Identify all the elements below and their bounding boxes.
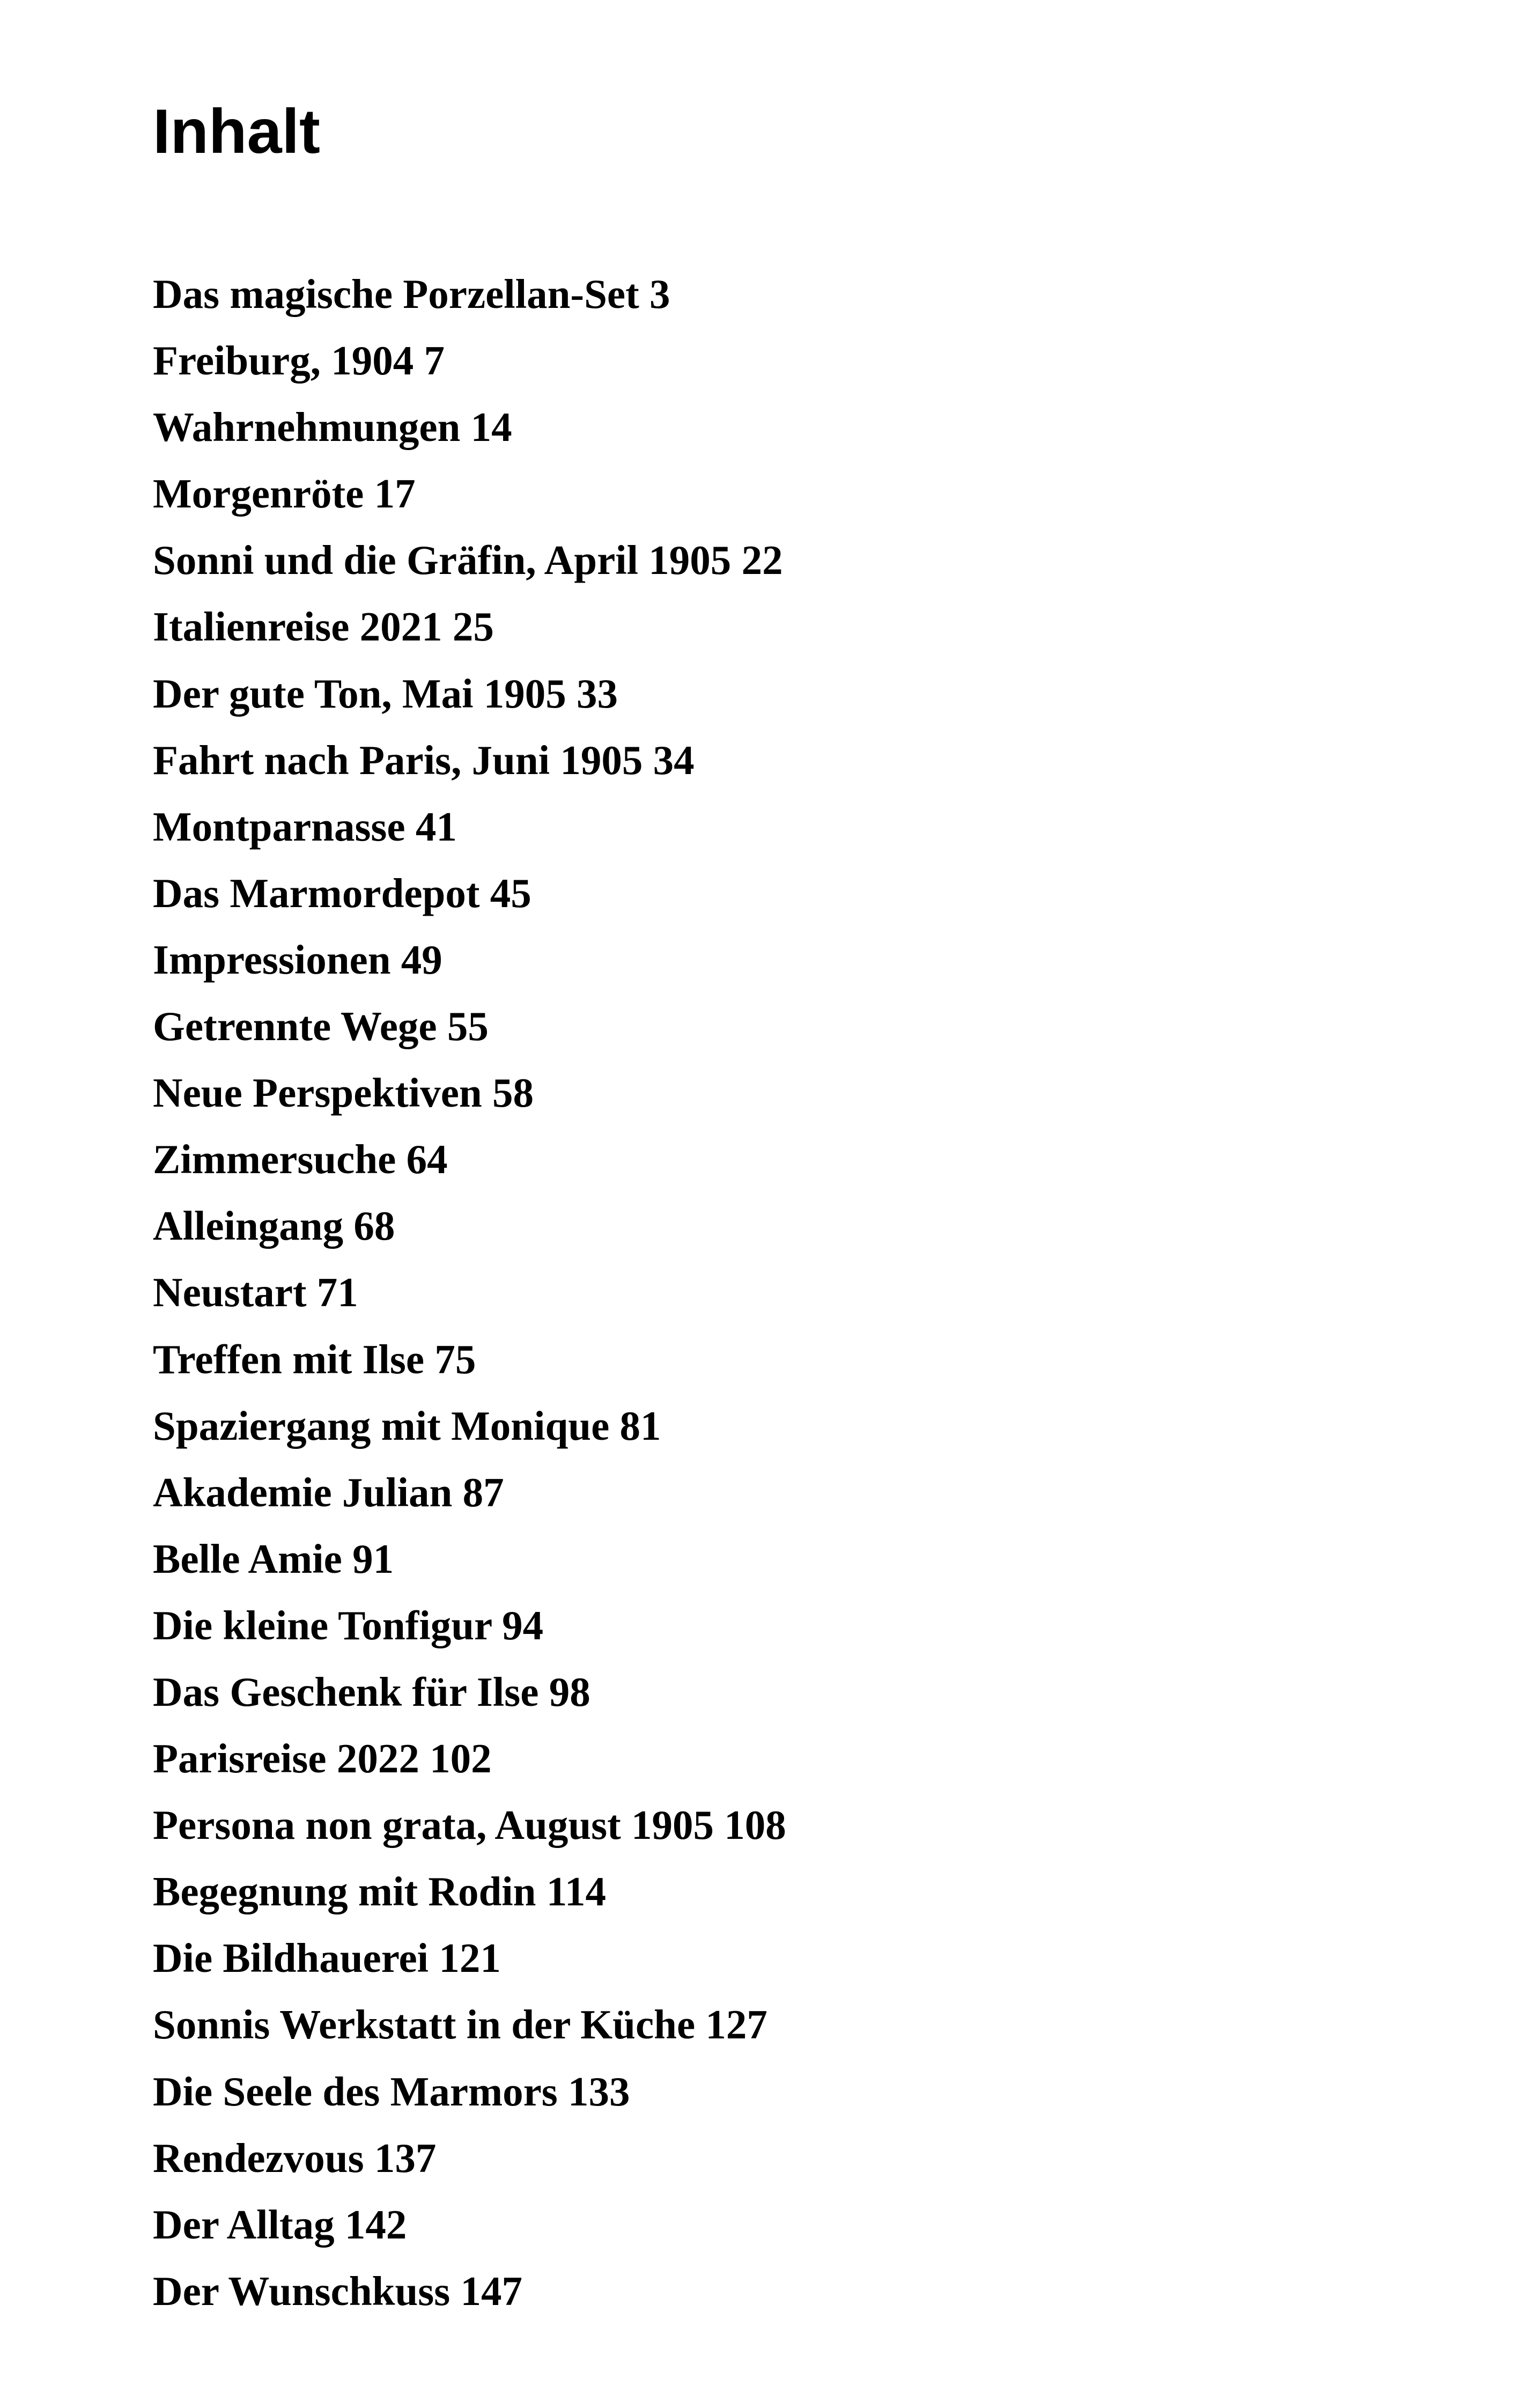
toc-entry (153, 1526, 786, 1592)
table-of-contents (153, 261, 786, 2324)
toc-entry (153, 860, 786, 926)
toc-entry (153, 2125, 786, 2191)
toc-entry-page-number: 45 (490, 870, 531, 916)
toc-entry-title: Montparnasse (153, 803, 405, 850)
toc-entry (153, 1792, 786, 1858)
toc-entry-page-number: 58 (492, 1070, 534, 1116)
toc-entry-title: Sonni und die Gräfin, April 1905 (153, 537, 732, 584)
toc-entry-page-number: 137 (374, 2134, 437, 2181)
toc-entry-title: Zimmersuche (153, 1136, 396, 1183)
toc-entry (153, 1659, 786, 1725)
toc-entry-page-number: 7 (424, 337, 445, 384)
toc-entry (153, 1925, 786, 1991)
toc-entry-page-number: 64 (406, 1136, 448, 1183)
toc-entry-page-number: 102 (430, 1735, 492, 1782)
toc-entry (153, 1459, 786, 1526)
toc-entry-title: Treffen mit Ilse (153, 1336, 425, 1382)
toc-entry-title: Das Marmordepot (153, 870, 480, 916)
toc-entry (153, 1858, 786, 1925)
toc-entry (153, 793, 786, 860)
toc-entry-title: Persona non grata, August 1905 (153, 1802, 714, 1849)
toc-entry-page-number: 22 (741, 537, 783, 584)
toc-entry (153, 593, 786, 660)
toc-entry-page-number: 68 (353, 1203, 395, 1249)
toc-entry (153, 1326, 786, 1393)
toc-entry (153, 727, 786, 793)
toc-entry-page-number: 71 (316, 1269, 358, 1316)
toc-entry-page-number: 14 (470, 404, 512, 451)
toc-entry (153, 1592, 786, 1659)
toc-entry-page-number: 127 (705, 2001, 767, 2048)
toc-entry-page-number: 55 (447, 1003, 489, 1050)
toc-entry-title: Das magische Porzellan-Set (153, 271, 639, 317)
toc-entry-page-number: 142 (344, 2201, 407, 2248)
toc-entry-page-number: 49 (401, 936, 442, 983)
toc-entry-title: Sonnis Werkstatt in der Küche (153, 2001, 696, 2048)
toc-entry-page-number: 94 (502, 1602, 544, 1648)
toc-entry-page-number: 41 (415, 803, 457, 850)
toc-entry-title: Die Seele des Marmors (153, 2068, 558, 2115)
toc-entry (153, 1725, 786, 1792)
toc-entry-page-number: 25 (452, 603, 494, 650)
toc-entry (153, 527, 786, 593)
toc-entry-title: Der Alltag (153, 2201, 335, 2248)
toc-entry-title: Die Bildhauerei (153, 1935, 429, 1982)
toc-entry-title: Freiburg, 1904 (153, 337, 414, 384)
toc-entry (153, 327, 786, 394)
toc-entry-page-number: 33 (577, 670, 618, 717)
toc-entry-title: Neue Perspektiven (153, 1070, 482, 1116)
toc-entry-page-number: 133 (568, 2068, 630, 2115)
toc-entry (153, 261, 786, 327)
toc-entry-title: Wahrnehmungen (153, 404, 461, 451)
toc-entry (153, 1126, 786, 1192)
toc-entry-title: Morgenröte (153, 470, 364, 517)
toc-entry-title: Belle Amie (153, 1535, 342, 1582)
toc-entry-page-number: 81 (619, 1402, 661, 1449)
toc-entry (153, 1192, 786, 1259)
toc-entry-title: Fahrt nach Paris, Juni 1905 (153, 737, 643, 783)
toc-entry-title: Akademie Julian (153, 1469, 453, 1515)
toc-entry-title: Das Geschenk für Ilse (153, 1668, 539, 1715)
toc-entry-title: Italienreise 2021 (153, 603, 442, 650)
toc-entry (153, 394, 786, 460)
page-title: Inhalt (153, 96, 320, 166)
toc-entry-page-number: 91 (352, 1535, 394, 1582)
toc-entry-page-number: 17 (374, 470, 416, 517)
toc-entry (153, 2191, 786, 2258)
toc-entry-page-number: 121 (439, 1935, 501, 1982)
toc-entry-title: Die kleine Tonfigur (153, 1602, 492, 1648)
toc-entry-page-number: 147 (460, 2267, 522, 2314)
toc-entry-title: Parisreise 2022 (153, 1735, 419, 1782)
toc-entry-title: Der Wunschkuss (153, 2267, 451, 2314)
toc-entry-page-number: 75 (434, 1336, 476, 1382)
toc-entry (153, 2058, 786, 2125)
toc-entry (153, 660, 786, 727)
toc-entry (153, 1259, 786, 1325)
toc-entry (153, 993, 786, 1059)
toc-entry-title: Getrennte Wege (153, 1003, 437, 1050)
toc-entry-page-number: 3 (649, 271, 670, 317)
toc-entry-page-number: 34 (653, 737, 695, 783)
toc-entry-page-number: 108 (724, 1802, 786, 1849)
toc-entry (153, 1393, 786, 1459)
toc-entry (153, 1991, 786, 2058)
toc-entry (153, 926, 786, 993)
toc-entry-title: Alleingang (153, 1203, 344, 1249)
toc-entry-title: Spaziergang mit Monique (153, 1402, 610, 1449)
toc-entry-page-number: 98 (549, 1668, 590, 1715)
toc-entry-title: Impressionen (153, 936, 391, 983)
toc-entry (153, 2258, 786, 2324)
toc-entry (153, 460, 786, 527)
toc-entry-title: Rendezvous (153, 2134, 364, 2181)
toc-entry-page-number: 87 (462, 1469, 504, 1515)
toc-entry (153, 1059, 786, 1126)
toc-entry-page-number: 114 (546, 1868, 607, 1915)
toc-entry-title: Neustart (153, 1269, 307, 1316)
toc-entry-title: Der gute Ton, Mai 1905 (153, 670, 566, 717)
toc-entry-title: Begegnung mit Rodin (153, 1868, 536, 1915)
